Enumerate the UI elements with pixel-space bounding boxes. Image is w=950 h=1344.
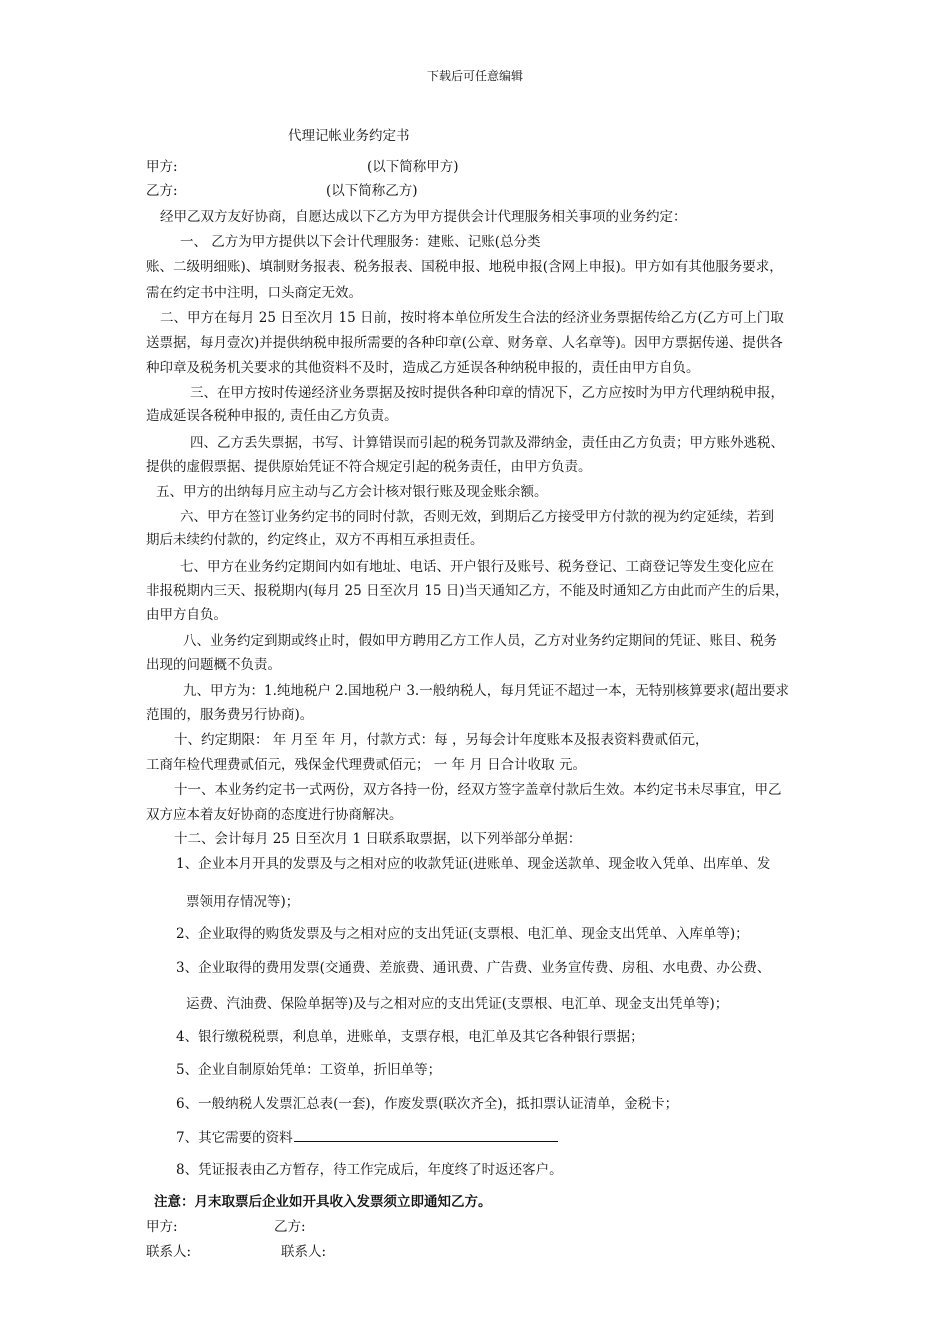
clause-4-line: 提供的虚假票据、提供原始凭证不符合规定引起的税务责任，由甲方负责。 — [146, 459, 592, 475]
page-header: 下载后可任意编辑 — [426, 69, 523, 83]
list-item: 6、一般纳税人发票汇总表(一套)，作废发票(联次齐全)，抵扣票认证清单，金税卡； — [176, 1096, 679, 1112]
clause-1-line: 账、二级明细账)、填制财务报表、税务报表、国税申报、地税申报(含网上申报)。甲方如有其他服务要求， — [146, 259, 783, 275]
clause-5-line: 五、甲方的出纳每月应主动与乙方会计核对银行账及现金账余额。 — [156, 484, 548, 500]
clause-11-line: 双方应本着友好协商的态度进行协商解决。 — [146, 807, 403, 823]
clause-1-line: 需在约定书中注明，口头商定无效。 — [146, 285, 362, 301]
clause-9-line: 九、甲方为：1.纯地税户 2.国地税户 3.一般纳税人，每月凭证不超过一本，无特别核算要求(超出要求 — [183, 683, 789, 699]
clause-11-line: 十一、本业务约定书一式两份，双方各持一份，经双方签字盖章付款后生效。本约定书未尽事宜，甲乙 — [174, 782, 782, 798]
clause-7-line: 非报税期内三天、报税期内(每月 25 日至次月 15 日)当天通知乙方，不能及时通知乙方由此而产生的后果， — [146, 583, 789, 599]
signature-party-a: 甲方: — [146, 1219, 178, 1235]
clause-4-line: 四、乙方丢失票据，书写、计算错误而引起的税务罚款及滞纳金，责任由乙方负责；甲方账外逃税、 — [190, 435, 784, 451]
clause-2-line: 二、甲方在每月 25 日至次月 15 日前，按时将本单位所发生合法的经济业务票据传给乙方(乙方可上门取 — [160, 310, 784, 326]
party-b-suffix: (以下简称乙方) — [326, 183, 418, 199]
list-item: 2、企业取得的购货发票及与之相对应的支出凭证(支票根、电汇单、现金支出凭单、入库单等)； — [176, 926, 749, 942]
clause-6-line: 期后未续约付款的，约定终止，双方不再相互承担责任。 — [146, 532, 484, 548]
list-item: 5、企业自制原始凭单：工资单，折旧单等； — [176, 1062, 442, 1078]
list-item: 票领用存情况等)； — [186, 894, 300, 910]
party-a-label: 甲方: — [146, 159, 178, 175]
clause-8-line: 出现的问题概不负责。 — [146, 657, 281, 673]
clause-9-line: 范围的，服务费另行协商)。 — [146, 707, 314, 723]
list-item: 1、企业本月开具的发票及与之相对应的收款凭证(进账单、现金送款单、现金收入凭单、出库单、发 — [176, 856, 771, 872]
list-item: 8、凭证报表由乙方暂存，待工作完成后，年度终了时返还客户。 — [176, 1162, 563, 1178]
clause-3-line: 造成延误各税种申报的, 责任由乙方负责。 — [146, 408, 398, 424]
document-title: 代理记帐业务约定书 — [288, 128, 410, 144]
notice-text: 注意：月末取票后企业如开具收入发票须立即通知乙方。 — [154, 1194, 492, 1210]
contact-party-a: 联系人: — [146, 1244, 192, 1260]
party-a-suffix: (以下简称甲方) — [367, 159, 459, 175]
clause-3-line: 三、在甲方按时传递经济业务票据及按时提供各种印章的情况下，乙方应按时为甲方代理纳税申报， — [190, 385, 784, 401]
clause-12-line: 十二、会计每月 25 日至次月 1 日联系取票据，以下列举部分单据： — [174, 831, 582, 847]
clause-6-line: 六、甲方在签订业务约定书的同时付款，否则无效，到期后乙方接受甲方付款的视为约定延续，若到 — [180, 509, 774, 525]
clause-7-line: 七、甲方在业务约定期间内如有地址、电话、开户银行及账号、税务登记、工商登记等发生变化应在 — [180, 559, 774, 575]
clause-10-line: 十、约定期限： 年 月至 年 月，付款方式：每 ，另每会计年度账本及报表资料费贰佰元， — [174, 732, 709, 748]
list-item — [176, 1127, 558, 1148]
list-item-text: 7、其它需要的资料 — [176, 1130, 293, 1146]
contact-party-b: 联系人: — [281, 1244, 327, 1260]
list-item: 3、企业取得的费用发票(交通费、差旅费、通讯费、广告费、业务宣传费、房租、水电费、办公费、 — [176, 960, 771, 976]
signature-party-b: 乙方: — [274, 1219, 306, 1235]
clause-1-line: 一、 乙方为甲方提供以下会计代理服务：建账、记账(总分类 — [180, 234, 541, 250]
clause-10-line: 工商年检代理费贰佰元，残保金代理费贰佰元； 一 年 月 日合计收取 元。 — [146, 757, 586, 773]
list-item: 运费、汽油费、保险单据等)及与之相对应的支出凭证(支票根、电汇单、现金支出凭单等)； — [186, 996, 729, 1012]
clause-7-line: 由甲方自负。 — [146, 607, 227, 623]
intro-paragraph: 经甲乙双方友好协商，自愿达成以下乙方为甲方提供会计代理服务相关事项的业务约定： — [160, 209, 687, 225]
clause-2-line: 种印章及税务机关要求的其他资料不及时，造成乙方延误各种纳税申报的，责任由甲方自负。 — [146, 360, 700, 376]
blank-underline — [294, 1127, 558, 1142]
party-b-label: 乙方: — [146, 183, 178, 199]
list-item: 4、银行缴税税票，利息单，进账单，支票存根，电汇单及其它各种银行票据； — [176, 1029, 644, 1045]
clause-2-line: 送票据，每月壹次)并提供纳税申报所需要的各种印章(公章、财务章、人名章等)。因甲方票据传递、提供各 — [146, 335, 783, 351]
clause-8-line: 八、业务约定到期或终止时，假如甲方聘用乙方工作人员，乙方对业务约定期间的凭证、账目、税务 — [183, 633, 777, 649]
